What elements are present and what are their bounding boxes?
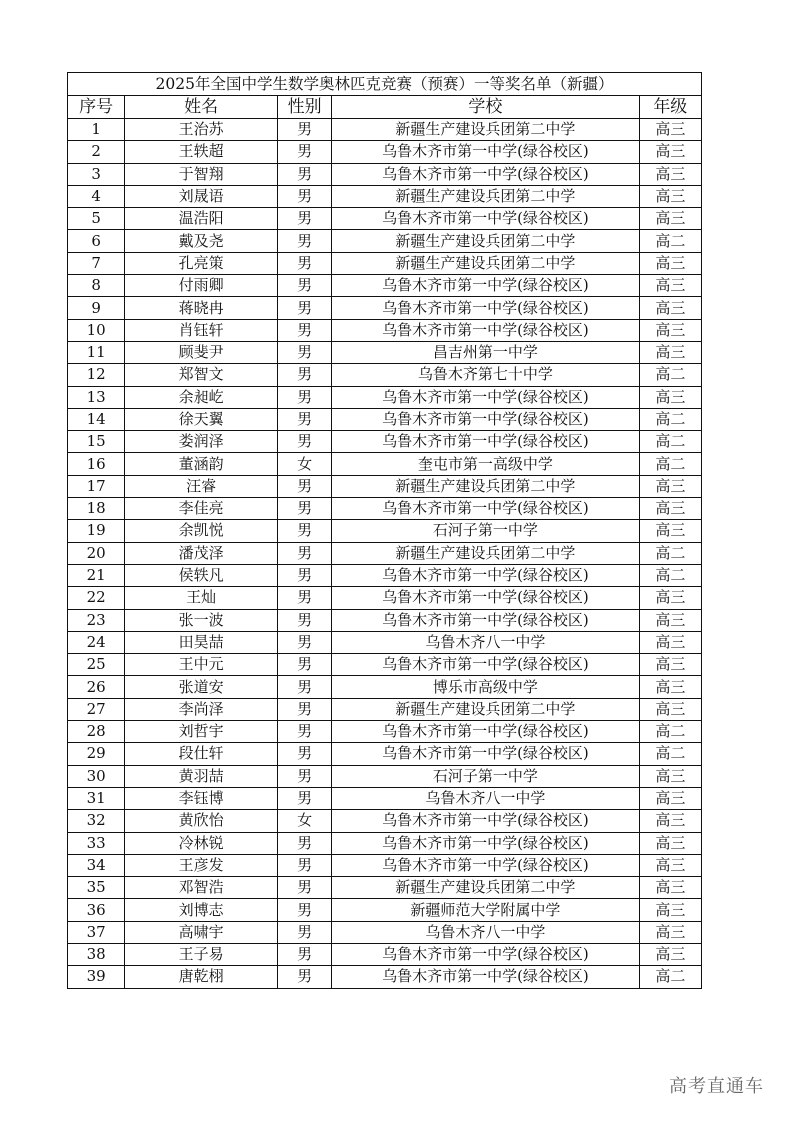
student-name: 唐乾栩 (125, 966, 278, 988)
student-sex: 男 (277, 319, 331, 341)
student-sex: 男 (277, 564, 331, 586)
table-row (68, 319, 702, 341)
student-sex: 男 (277, 431, 331, 453)
student-name: 徐天翼 (125, 408, 278, 430)
student-school: 乌鲁木齐市第一中学(绿谷校区) (332, 721, 639, 743)
student-sex: 男 (277, 520, 331, 542)
table-row (68, 676, 702, 698)
student-grade: 高三 (639, 520, 701, 542)
student-grade: 高三 (639, 832, 701, 854)
row-number: 5 (68, 208, 125, 230)
table-row (68, 765, 702, 787)
table-body (68, 119, 702, 989)
header-row (68, 96, 702, 119)
student-name: 侯轶凡 (125, 564, 278, 586)
student-name: 潘茂泽 (125, 542, 278, 564)
student-name: 娄润泽 (125, 431, 278, 453)
student-grade: 高三 (639, 252, 701, 274)
row-number: 28 (68, 721, 125, 743)
student-grade: 高三 (639, 319, 701, 341)
student-sex: 男 (277, 631, 331, 653)
table-row (68, 386, 702, 408)
row-number: 15 (68, 431, 125, 453)
student-name: 蒋晓冉 (125, 297, 278, 319)
table-row (68, 297, 702, 319)
student-name: 张道安 (125, 676, 278, 698)
row-number: 26 (68, 676, 125, 698)
student-name: 付雨卿 (125, 275, 278, 297)
student-name: 段仕轩 (125, 743, 278, 765)
row-number: 38 (68, 943, 125, 965)
student-sex: 男 (277, 765, 331, 787)
student-sex: 男 (277, 609, 331, 631)
student-sex: 男 (277, 921, 331, 943)
student-name: 黄欣怡 (125, 810, 278, 832)
row-number: 1 (68, 119, 125, 141)
student-sex: 男 (277, 230, 331, 252)
watermark: 高考直通车 (669, 1076, 764, 1097)
table-row (68, 252, 702, 274)
row-number: 37 (68, 921, 125, 943)
student-name: 肖钰轩 (125, 319, 278, 341)
student-school: 新疆生产建设兵团第二中学 (332, 475, 639, 497)
student-grade: 高三 (639, 275, 701, 297)
row-number: 23 (68, 609, 125, 631)
student-sex: 男 (277, 899, 331, 921)
table-row (68, 609, 702, 631)
student-sex: 男 (277, 787, 331, 809)
student-name: 王治苏 (125, 119, 278, 141)
student-name: 董涵韵 (125, 453, 278, 475)
student-grade: 高三 (639, 587, 701, 609)
row-number: 35 (68, 877, 125, 899)
row-number: 13 (68, 386, 125, 408)
row-number: 30 (68, 765, 125, 787)
student-school: 乌鲁木齐市第一中学(绿谷校区) (332, 408, 639, 430)
student-sex: 男 (277, 252, 331, 274)
student-sex: 男 (277, 676, 331, 698)
row-number: 29 (68, 743, 125, 765)
row-number: 39 (68, 966, 125, 988)
student-grade: 高三 (639, 297, 701, 319)
student-school: 乌鲁木齐市第一中学(绿谷校区) (332, 386, 639, 408)
table-row (68, 141, 702, 163)
student-grade: 高三 (639, 810, 701, 832)
student-name: 王中元 (125, 654, 278, 676)
student-school: 乌鲁木齐市第一中学(绿谷校区) (332, 609, 639, 631)
row-number: 16 (68, 453, 125, 475)
row-number: 36 (68, 899, 125, 921)
student-school: 乌鲁木齐第七十中学 (332, 364, 639, 386)
table-row (68, 341, 702, 363)
table-row (68, 230, 702, 252)
row-number: 33 (68, 832, 125, 854)
student-grade: 高二 (639, 743, 701, 765)
student-name: 孔亮策 (125, 252, 278, 274)
student-grade: 高二 (639, 966, 701, 988)
student-grade: 高二 (639, 564, 701, 586)
student-school: 乌鲁木齐市第一中学(绿谷校区) (332, 966, 639, 988)
student-school: 乌鲁木齐市第一中学(绿谷校区) (332, 743, 639, 765)
student-school: 乌鲁木齐市第一中学(绿谷校区) (332, 208, 639, 230)
student-name: 刘哲宇 (125, 721, 278, 743)
table-row (68, 899, 702, 921)
student-name: 戴及尧 (125, 230, 278, 252)
row-number: 3 (68, 163, 125, 185)
table-row (68, 163, 702, 185)
student-sex: 女 (277, 453, 331, 475)
student-school: 乌鲁木齐市第一中学(绿谷校区) (332, 297, 639, 319)
student-sex: 男 (277, 364, 331, 386)
row-number: 18 (68, 498, 125, 520)
student-sex: 男 (277, 654, 331, 676)
column-header-sex: 性别 (277, 96, 331, 119)
student-school: 新疆师范大学附属中学 (332, 899, 639, 921)
student-school: 新疆生产建设兵团第二中学 (332, 252, 639, 274)
student-name: 温浩阳 (125, 208, 278, 230)
student-grade: 高三 (639, 141, 701, 163)
student-name: 王子易 (125, 943, 278, 965)
student-sex: 男 (277, 408, 331, 430)
student-sex: 男 (277, 832, 331, 854)
student-name: 田昊喆 (125, 631, 278, 653)
student-school: 新疆生产建设兵团第二中学 (332, 877, 639, 899)
student-school: 乌鲁木齐八一中学 (332, 631, 639, 653)
student-sex: 男 (277, 587, 331, 609)
row-number: 22 (68, 587, 125, 609)
row-number: 9 (68, 297, 125, 319)
table-row (68, 475, 702, 497)
student-school: 新疆生产建设兵团第二中学 (332, 185, 639, 207)
student-school: 乌鲁木齐市第一中学(绿谷校区) (332, 832, 639, 854)
student-school: 乌鲁木齐市第一中学(绿谷校区) (332, 854, 639, 876)
student-grade: 高三 (639, 654, 701, 676)
row-number: 24 (68, 631, 125, 653)
table-row (68, 364, 702, 386)
student-name: 余昶屹 (125, 386, 278, 408)
student-school: 新疆生产建设兵团第二中学 (332, 698, 639, 720)
column-header-school: 学校 (332, 96, 639, 119)
student-sex: 男 (277, 297, 331, 319)
table-row (68, 431, 702, 453)
student-school: 乌鲁木齐市第一中学(绿谷校区) (332, 943, 639, 965)
table-row (68, 832, 702, 854)
student-school: 新疆生产建设兵团第二中学 (332, 119, 639, 141)
table-row (68, 921, 702, 943)
table-row (68, 654, 702, 676)
student-sex: 男 (277, 542, 331, 564)
table-row (68, 564, 702, 586)
student-sex: 男 (277, 119, 331, 141)
table-row (68, 631, 702, 653)
table-row (68, 854, 702, 876)
student-name: 邓智浩 (125, 877, 278, 899)
student-grade: 高三 (639, 921, 701, 943)
student-grade: 高二 (639, 453, 701, 475)
row-number: 27 (68, 698, 125, 720)
row-number: 4 (68, 185, 125, 207)
row-number: 12 (68, 364, 125, 386)
student-name: 高啸宇 (125, 921, 278, 943)
student-name: 王彦发 (125, 854, 278, 876)
student-sex: 男 (277, 185, 331, 207)
student-sex: 男 (277, 698, 331, 720)
student-name: 李尚泽 (125, 698, 278, 720)
student-school: 乌鲁木齐市第一中学(绿谷校区) (332, 498, 639, 520)
table-row (68, 943, 702, 965)
student-grade: 高三 (639, 386, 701, 408)
table-row (68, 408, 702, 430)
row-number: 8 (68, 275, 125, 297)
student-grade: 高三 (639, 119, 701, 141)
student-sex: 男 (277, 208, 331, 230)
student-sex: 男 (277, 341, 331, 363)
student-sex: 女 (277, 810, 331, 832)
table-row (68, 185, 702, 207)
student-sex: 男 (277, 275, 331, 297)
student-grade: 高二 (639, 431, 701, 453)
student-grade: 高三 (639, 475, 701, 497)
student-school: 新疆生产建设兵团第二中学 (332, 542, 639, 564)
student-sex: 男 (277, 877, 331, 899)
student-school: 博乐市高级中学 (332, 676, 639, 698)
student-grade: 高三 (639, 765, 701, 787)
student-grade: 高三 (639, 631, 701, 653)
student-school: 乌鲁木齐八一中学 (332, 787, 639, 809)
student-school: 昌吉州第一中学 (332, 341, 639, 363)
row-number: 6 (68, 230, 125, 252)
student-sex: 男 (277, 141, 331, 163)
student-sex: 男 (277, 163, 331, 185)
student-grade: 高三 (639, 498, 701, 520)
student-school: 乌鲁木齐市第一中学(绿谷校区) (332, 319, 639, 341)
table-row (68, 498, 702, 520)
student-name: 李钰博 (125, 787, 278, 809)
row-number: 10 (68, 319, 125, 341)
student-grade: 高三 (639, 698, 701, 720)
student-name: 刘博志 (125, 899, 278, 921)
student-school: 乌鲁木齐八一中学 (332, 921, 639, 943)
student-name: 汪睿 (125, 475, 278, 497)
column-header-name: 姓名 (125, 96, 278, 119)
row-number: 31 (68, 787, 125, 809)
table-row (68, 453, 702, 475)
table-row (68, 698, 702, 720)
column-header-grade: 年级 (639, 96, 701, 119)
student-sex: 男 (277, 721, 331, 743)
student-school: 乌鲁木齐市第一中学(绿谷校区) (332, 564, 639, 586)
row-number: 21 (68, 564, 125, 586)
row-number: 17 (68, 475, 125, 497)
table-row (68, 587, 702, 609)
row-number: 2 (68, 141, 125, 163)
table-row (68, 542, 702, 564)
table-row (68, 275, 702, 297)
student-name: 郑智文 (125, 364, 278, 386)
student-grade: 高三 (639, 899, 701, 921)
student-name: 王灿 (125, 587, 278, 609)
table-row (68, 119, 702, 141)
table-row (68, 721, 702, 743)
student-school: 乌鲁木齐市第一中学(绿谷校区) (332, 654, 639, 676)
table-row (68, 520, 702, 542)
student-name: 于智翔 (125, 163, 278, 185)
student-name: 顾斐尹 (125, 341, 278, 363)
student-grade: 高二 (639, 408, 701, 430)
student-grade: 高二 (639, 230, 701, 252)
student-sex: 男 (277, 498, 331, 520)
student-name: 冷林锐 (125, 832, 278, 854)
table-row (68, 208, 702, 230)
row-number: 7 (68, 252, 125, 274)
table-row (68, 743, 702, 765)
student-school: 乌鲁木齐市第一中学(绿谷校区) (332, 141, 639, 163)
student-school: 石河子第一中学 (332, 765, 639, 787)
student-grade: 高三 (639, 185, 701, 207)
column-header-number: 序号 (68, 96, 125, 119)
title-row (68, 73, 702, 96)
student-school: 乌鲁木齐市第一中学(绿谷校区) (332, 810, 639, 832)
student-name: 刘晟语 (125, 185, 278, 207)
student-sex: 男 (277, 854, 331, 876)
student-grade: 高三 (639, 341, 701, 363)
table-row (68, 877, 702, 899)
row-number: 14 (68, 408, 125, 430)
table-row (68, 787, 702, 809)
student-name: 余凯悦 (125, 520, 278, 542)
student-school: 乌鲁木齐市第一中学(绿谷校区) (332, 587, 639, 609)
student-name: 黄羽喆 (125, 765, 278, 787)
student-grade: 高三 (639, 208, 701, 230)
document-title: 2025年全国中学生数学奥林匹克竞赛（预赛）一等奖名单（新疆） (68, 73, 702, 96)
row-number: 34 (68, 854, 125, 876)
student-grade: 高三 (639, 787, 701, 809)
student-name: 李佳亮 (125, 498, 278, 520)
table-row (68, 966, 702, 988)
student-grade: 高二 (639, 721, 701, 743)
row-number: 19 (68, 520, 125, 542)
student-sex: 男 (277, 943, 331, 965)
row-number: 20 (68, 542, 125, 564)
student-sex: 男 (277, 386, 331, 408)
student-school: 乌鲁木齐市第一中学(绿谷校区) (332, 163, 639, 185)
student-grade: 高二 (639, 364, 701, 386)
student-school: 新疆生产建设兵团第二中学 (332, 230, 639, 252)
row-number: 32 (68, 810, 125, 832)
student-grade: 高三 (639, 943, 701, 965)
student-school: 乌鲁木齐市第一中学(绿谷校区) (332, 275, 639, 297)
student-grade: 高三 (639, 609, 701, 631)
student-sex: 男 (277, 966, 331, 988)
table-row (68, 810, 702, 832)
student-school: 乌鲁木齐市第一中学(绿谷校区) (332, 431, 639, 453)
student-grade: 高三 (639, 854, 701, 876)
student-school: 石河子第一中学 (332, 520, 639, 542)
student-school: 奎屯市第一高级中学 (332, 453, 639, 475)
student-name: 张一波 (125, 609, 278, 631)
student-grade: 高二 (639, 542, 701, 564)
student-grade: 高三 (639, 163, 701, 185)
student-name: 王轶超 (125, 141, 278, 163)
award-table (67, 72, 702, 989)
student-grade: 高三 (639, 877, 701, 899)
student-sex: 男 (277, 475, 331, 497)
row-number: 25 (68, 654, 125, 676)
student-sex: 男 (277, 743, 331, 765)
student-grade: 高三 (639, 676, 701, 698)
row-number: 11 (68, 341, 125, 363)
